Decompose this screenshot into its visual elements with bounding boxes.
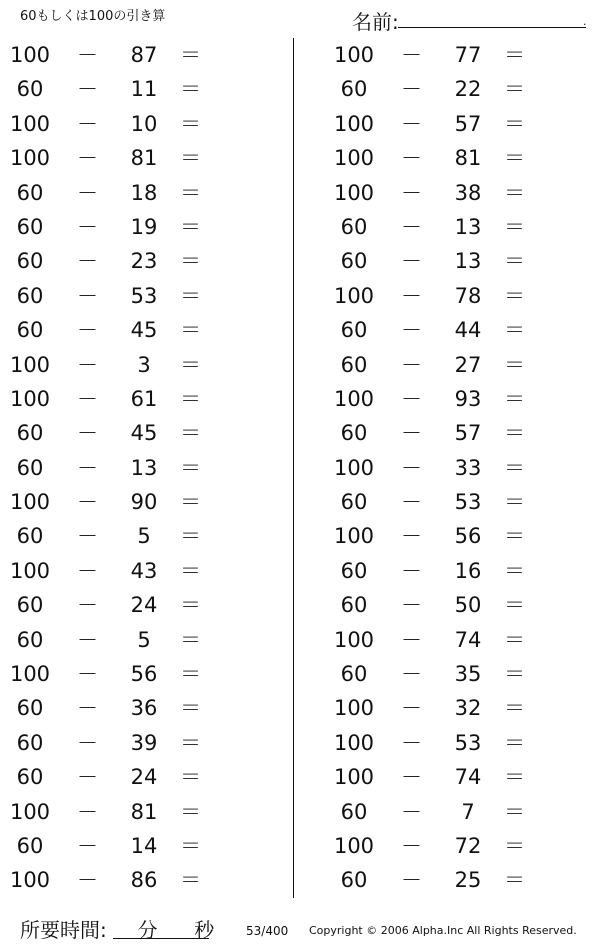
minuend: 100 bbox=[333, 455, 375, 480]
subtrahend: 24 bbox=[130, 765, 158, 790]
minus-sign: － bbox=[401, 524, 422, 549]
minus-sign: － bbox=[77, 249, 98, 274]
subtrahend: 5 bbox=[137, 627, 151, 652]
subtrahend: 77 bbox=[454, 43, 482, 67]
time-label: 所要時間: bbox=[20, 918, 107, 942]
minuend: 60 bbox=[16, 455, 44, 480]
minus-sign: － bbox=[401, 730, 422, 755]
minuend: 60 bbox=[340, 77, 368, 102]
subtrahend: 13 bbox=[454, 214, 482, 239]
equals-sign: ＝ bbox=[180, 455, 201, 480]
minus-sign: － bbox=[77, 833, 98, 858]
subtrahend: 61 bbox=[130, 386, 158, 411]
right-problem-row bbox=[324, 485, 594, 519]
right-problem-row bbox=[324, 382, 594, 416]
minuend: 60 bbox=[340, 662, 368, 687]
equals-sign: ＝ bbox=[504, 730, 525, 755]
equals-sign: ＝ bbox=[504, 662, 525, 687]
equals-sign: ＝ bbox=[504, 868, 525, 893]
minuend: 60 bbox=[340, 490, 368, 515]
subtrahend: 38 bbox=[454, 180, 482, 205]
right-problem-row bbox=[324, 348, 594, 382]
right-problem-row bbox=[324, 863, 594, 897]
minuend: 100 bbox=[333, 180, 375, 205]
subtrahend: 14 bbox=[130, 833, 158, 858]
minuend: 100 bbox=[333, 283, 375, 308]
equals-sign: ＝ bbox=[504, 765, 525, 790]
minuend: 60 bbox=[340, 214, 368, 239]
minus-sign: － bbox=[77, 214, 98, 239]
subtrahend: 81 bbox=[130, 799, 158, 824]
left-problem-row bbox=[0, 519, 270, 553]
minutes-label: 分 bbox=[137, 918, 158, 942]
right-problem-row bbox=[324, 588, 594, 622]
subtrahend: 36 bbox=[130, 696, 158, 721]
left-problem-row bbox=[0, 141, 270, 175]
minuend: 60 bbox=[340, 558, 368, 583]
subtrahend: 53 bbox=[130, 283, 158, 308]
subtrahend: 74 bbox=[454, 765, 482, 790]
subtrahend: 53 bbox=[454, 730, 482, 755]
left-problem-column bbox=[0, 38, 270, 898]
minus-sign: － bbox=[77, 868, 98, 893]
equals-sign: ＝ bbox=[180, 421, 201, 446]
name-field-dot: . bbox=[583, 15, 587, 28]
subtrahend: 74 bbox=[454, 627, 482, 652]
equals-sign: ＝ bbox=[180, 386, 201, 411]
minus-sign: － bbox=[401, 386, 422, 411]
equals-sign: ＝ bbox=[180, 696, 201, 721]
minuend: 100 bbox=[9, 111, 51, 136]
left-problem-row bbox=[0, 279, 270, 313]
right-problem-row bbox=[324, 313, 594, 347]
right-problem-row bbox=[324, 726, 594, 760]
subtrahend: 32 bbox=[454, 696, 482, 721]
left-problem-row bbox=[0, 451, 270, 485]
equals-sign: ＝ bbox=[180, 490, 201, 515]
right-problem-row bbox=[324, 141, 594, 175]
equals-sign: ＝ bbox=[180, 318, 201, 343]
minus-sign: － bbox=[401, 283, 422, 308]
equals-sign: ＝ bbox=[504, 111, 525, 136]
minus-sign: － bbox=[401, 593, 422, 618]
subtrahend: 16 bbox=[454, 558, 482, 583]
minus-sign: － bbox=[77, 696, 98, 721]
subtrahend: 13 bbox=[130, 455, 158, 480]
minus-sign: － bbox=[401, 490, 422, 515]
right-problem-row bbox=[324, 829, 594, 863]
equals-sign: ＝ bbox=[504, 249, 525, 274]
minus-sign: － bbox=[77, 283, 98, 308]
minus-sign: － bbox=[77, 146, 98, 171]
minus-sign: － bbox=[401, 318, 422, 343]
minuend: 100 bbox=[9, 146, 51, 171]
equals-sign: ＝ bbox=[504, 386, 525, 411]
subtrahend: 93 bbox=[454, 386, 482, 411]
minus-sign: － bbox=[401, 662, 422, 687]
equals-sign: ＝ bbox=[180, 283, 201, 308]
minuend: 60 bbox=[16, 524, 44, 549]
equals-sign: ＝ bbox=[180, 249, 201, 274]
minuend: 60 bbox=[16, 696, 44, 721]
equals-sign: ＝ bbox=[504, 43, 525, 67]
left-problem-row bbox=[0, 382, 270, 416]
left-problem-row bbox=[0, 691, 270, 725]
subtrahend: 81 bbox=[454, 146, 482, 171]
equals-sign: ＝ bbox=[504, 490, 525, 515]
equals-sign: ＝ bbox=[180, 352, 201, 377]
minus-sign: － bbox=[401, 833, 422, 858]
minus-sign: － bbox=[77, 386, 98, 411]
left-problem-row bbox=[0, 244, 270, 278]
equals-sign: ＝ bbox=[180, 43, 201, 67]
minuend: 60 bbox=[16, 730, 44, 755]
left-problem-row bbox=[0, 107, 270, 141]
left-problem-row bbox=[0, 795, 270, 829]
equals-sign: ＝ bbox=[180, 799, 201, 824]
subtrahend: 87 bbox=[130, 43, 158, 67]
subtrahend: 45 bbox=[130, 421, 158, 446]
right-problem-row bbox=[324, 795, 594, 829]
minus-sign: － bbox=[401, 249, 422, 274]
minus-sign: － bbox=[77, 180, 98, 205]
time-field-line[interactable] bbox=[113, 938, 209, 939]
equals-sign: ＝ bbox=[180, 627, 201, 652]
minus-sign: － bbox=[77, 765, 98, 790]
minuend: 60 bbox=[340, 868, 368, 893]
minus-sign: － bbox=[401, 352, 422, 377]
minuend: 100 bbox=[9, 662, 51, 687]
equals-sign: ＝ bbox=[504, 455, 525, 480]
minuend: 60 bbox=[16, 627, 44, 652]
minus-sign: － bbox=[401, 421, 422, 446]
name-label: 名前: bbox=[352, 10, 399, 34]
minuend: 100 bbox=[333, 524, 375, 549]
equals-sign: ＝ bbox=[504, 214, 525, 239]
minuend: 100 bbox=[9, 352, 51, 377]
minus-sign: － bbox=[401, 214, 422, 239]
subtrahend: 3 bbox=[137, 352, 151, 377]
worksheet-title: 60もしくは100の引き算 bbox=[20, 9, 166, 24]
subtrahend: 78 bbox=[454, 283, 482, 308]
right-problem-row bbox=[324, 72, 594, 106]
minuend: 60 bbox=[340, 318, 368, 343]
right-problem-row bbox=[324, 107, 594, 141]
left-problem-row bbox=[0, 176, 270, 210]
equals-sign: ＝ bbox=[504, 77, 525, 102]
column-divider bbox=[293, 38, 294, 898]
left-problem-row bbox=[0, 72, 270, 106]
subtrahend: 35 bbox=[454, 662, 482, 687]
subtrahend: 5 bbox=[137, 524, 151, 549]
minuend: 100 bbox=[9, 558, 51, 583]
equals-sign: ＝ bbox=[180, 146, 201, 171]
minus-sign: － bbox=[77, 730, 98, 755]
left-problem-row bbox=[0, 588, 270, 622]
minuend: 60 bbox=[16, 214, 44, 239]
minus-sign: － bbox=[77, 111, 98, 136]
equals-sign: ＝ bbox=[180, 593, 201, 618]
left-problem-row bbox=[0, 210, 270, 244]
subtrahend: 57 bbox=[454, 111, 482, 136]
minuend: 60 bbox=[340, 799, 368, 824]
minus-sign: － bbox=[77, 662, 98, 687]
minus-sign: － bbox=[77, 558, 98, 583]
subtrahend: 39 bbox=[130, 730, 158, 755]
minuend: 100 bbox=[333, 765, 375, 790]
right-problem-row bbox=[324, 244, 594, 278]
right-problem-row bbox=[324, 416, 594, 450]
subtrahend: 27 bbox=[454, 352, 482, 377]
equals-sign: ＝ bbox=[180, 524, 201, 549]
equals-sign: ＝ bbox=[504, 318, 525, 343]
right-problem-row bbox=[324, 554, 594, 588]
minus-sign: － bbox=[401, 696, 422, 721]
equals-sign: ＝ bbox=[504, 524, 525, 549]
minus-sign: － bbox=[77, 352, 98, 377]
copyright-notice: Copyright © 2006 Alpha.Inc All Rights Reserved. bbox=[309, 924, 577, 937]
minuend: 60 bbox=[16, 765, 44, 790]
minuend: 100 bbox=[333, 146, 375, 171]
subtrahend: 50 bbox=[454, 593, 482, 618]
subtrahend: 56 bbox=[454, 524, 482, 549]
subtrahend: 7 bbox=[461, 799, 475, 824]
equals-sign: ＝ bbox=[504, 180, 525, 205]
minuend: 100 bbox=[333, 43, 375, 67]
equals-sign: ＝ bbox=[504, 421, 525, 446]
minus-sign: － bbox=[401, 43, 422, 67]
minuend: 60 bbox=[16, 318, 44, 343]
subtrahend: 18 bbox=[130, 180, 158, 205]
minuend: 100 bbox=[333, 386, 375, 411]
left-problem-row bbox=[0, 313, 270, 347]
subtrahend: 45 bbox=[130, 318, 158, 343]
minus-sign: － bbox=[77, 627, 98, 652]
minuend: 100 bbox=[333, 730, 375, 755]
right-problem-row bbox=[324, 176, 594, 210]
subtrahend: 19 bbox=[130, 214, 158, 239]
equals-sign: ＝ bbox=[504, 352, 525, 377]
minus-sign: － bbox=[401, 799, 422, 824]
equals-sign: ＝ bbox=[180, 662, 201, 687]
name-field-line[interactable] bbox=[398, 27, 586, 28]
minuend: 60 bbox=[16, 180, 44, 205]
left-problem-row bbox=[0, 38, 270, 72]
equals-sign: ＝ bbox=[180, 111, 201, 136]
subtrahend: 24 bbox=[130, 593, 158, 618]
equals-sign: ＝ bbox=[180, 868, 201, 893]
minus-sign: － bbox=[77, 593, 98, 618]
left-problem-row bbox=[0, 829, 270, 863]
minuend: 60 bbox=[16, 77, 44, 102]
equals-sign: ＝ bbox=[504, 627, 525, 652]
equals-sign: ＝ bbox=[504, 799, 525, 824]
right-problem-row bbox=[324, 657, 594, 691]
subtrahend: 86 bbox=[130, 868, 158, 893]
equals-sign: ＝ bbox=[180, 558, 201, 583]
minus-sign: － bbox=[77, 524, 98, 549]
left-problem-row bbox=[0, 623, 270, 657]
minuend: 100 bbox=[333, 627, 375, 652]
minus-sign: － bbox=[77, 43, 98, 67]
equals-sign: ＝ bbox=[180, 765, 201, 790]
minus-sign: － bbox=[401, 455, 422, 480]
minus-sign: － bbox=[401, 868, 422, 893]
minuend: 100 bbox=[9, 868, 51, 893]
equals-sign: ＝ bbox=[504, 833, 525, 858]
minuend: 60 bbox=[340, 249, 368, 274]
minus-sign: － bbox=[77, 455, 98, 480]
minuend: 60 bbox=[16, 421, 44, 446]
equals-sign: ＝ bbox=[504, 696, 525, 721]
right-problem-row bbox=[324, 519, 594, 553]
minuend: 60 bbox=[16, 249, 44, 274]
minuend: 100 bbox=[9, 386, 51, 411]
subtrahend: 43 bbox=[130, 558, 158, 583]
minuend: 60 bbox=[16, 593, 44, 618]
right-problem-row bbox=[324, 451, 594, 485]
minuend: 60 bbox=[340, 593, 368, 618]
equals-sign: ＝ bbox=[504, 558, 525, 583]
minuend: 100 bbox=[9, 799, 51, 824]
minus-sign: － bbox=[401, 111, 422, 136]
minus-sign: － bbox=[401, 180, 422, 205]
minuend: 100 bbox=[333, 696, 375, 721]
left-problem-row bbox=[0, 726, 270, 760]
minus-sign: － bbox=[401, 765, 422, 790]
subtrahend: 72 bbox=[454, 833, 482, 858]
right-problem-row bbox=[324, 760, 594, 794]
left-problem-row bbox=[0, 485, 270, 519]
equals-sign: ＝ bbox=[180, 214, 201, 239]
equals-sign: ＝ bbox=[180, 833, 201, 858]
subtrahend: 57 bbox=[454, 421, 482, 446]
subtrahend: 90 bbox=[130, 490, 158, 515]
seconds-label: 秒 bbox=[194, 918, 215, 942]
minus-sign: － bbox=[401, 558, 422, 583]
equals-sign: ＝ bbox=[180, 730, 201, 755]
left-problem-row bbox=[0, 416, 270, 450]
equals-sign: ＝ bbox=[180, 180, 201, 205]
page-number: 53/400 bbox=[246, 924, 289, 938]
subtrahend: 25 bbox=[454, 868, 482, 893]
right-problem-row bbox=[324, 623, 594, 657]
subtrahend: 11 bbox=[130, 77, 158, 102]
minuend: 60 bbox=[340, 421, 368, 446]
right-problem-row bbox=[324, 691, 594, 725]
minuend: 60 bbox=[16, 833, 44, 858]
minus-sign: － bbox=[401, 146, 422, 171]
subtrahend: 22 bbox=[454, 77, 482, 102]
minus-sign: － bbox=[77, 799, 98, 824]
minuend: 100 bbox=[9, 490, 51, 515]
left-problem-row bbox=[0, 657, 270, 691]
equals-sign: ＝ bbox=[504, 146, 525, 171]
subtrahend: 13 bbox=[454, 249, 482, 274]
minus-sign: － bbox=[77, 318, 98, 343]
minuend: 100 bbox=[9, 43, 51, 67]
subtrahend: 23 bbox=[130, 249, 158, 274]
left-problem-row bbox=[0, 863, 270, 897]
equals-sign: ＝ bbox=[180, 77, 201, 102]
left-problem-row bbox=[0, 554, 270, 588]
minus-sign: － bbox=[77, 490, 98, 515]
right-problem-column bbox=[324, 38, 594, 898]
left-problem-row bbox=[0, 348, 270, 382]
minus-sign: － bbox=[77, 77, 98, 102]
left-problem-row bbox=[0, 760, 270, 794]
equals-sign: ＝ bbox=[504, 593, 525, 618]
right-problem-row bbox=[324, 38, 594, 72]
subtrahend: 81 bbox=[130, 146, 158, 171]
subtrahend: 44 bbox=[454, 318, 482, 343]
right-problem-row bbox=[324, 210, 594, 244]
minuend: 100 bbox=[333, 111, 375, 136]
equals-sign: ＝ bbox=[504, 283, 525, 308]
subtrahend: 56 bbox=[130, 662, 158, 687]
right-problem-row bbox=[324, 279, 594, 313]
subtrahend: 33 bbox=[454, 455, 482, 480]
subtrahend: 10 bbox=[130, 111, 158, 136]
minuend: 100 bbox=[333, 833, 375, 858]
minuend: 60 bbox=[340, 352, 368, 377]
minus-sign: － bbox=[401, 77, 422, 102]
subtrahend: 53 bbox=[454, 490, 482, 515]
minus-sign: － bbox=[77, 421, 98, 446]
minus-sign: － bbox=[401, 627, 422, 652]
minuend: 60 bbox=[16, 283, 44, 308]
